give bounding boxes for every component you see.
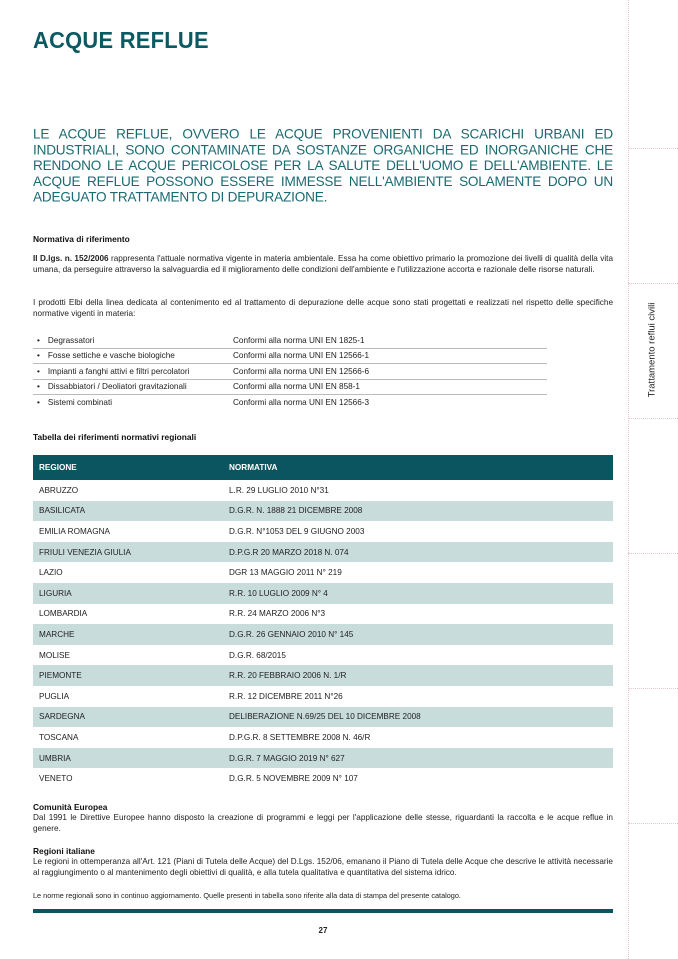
- product-name: • Fosse settiche e vasche biologiche: [33, 351, 233, 360]
- norm-cell: DGR 13 MAGGIO 2011 N° 219: [229, 568, 342, 578]
- region-cell: UMBRIA: [39, 753, 71, 763]
- table-row: [33, 645, 613, 666]
- table-row: [33, 686, 613, 707]
- norm-cell: R.R. 10 LUGLIO 2009 N° 4: [229, 588, 328, 598]
- it-text: Le regioni in ottemperanza all'Art. 121 (Piani di Tutela delle Acque) del D.Lgs. 152/06, emanano il Piano di Tutela delle Acque che descrive le attività necessarie al raggiungimento o al mantenimento degli obiettivi di qualità, e alla tutela qualitativa e quantitativa del sistema idrico.: [33, 857, 613, 877]
- side-tab-separator: [628, 823, 678, 824]
- region-cell: MARCHE: [39, 629, 75, 639]
- region-cell: FRIULI VENEZIA GIULIA: [39, 547, 131, 557]
- region-cell: BASILICATA: [39, 506, 86, 516]
- page-number: 27: [318, 926, 328, 935]
- side-tab-separator: [628, 418, 678, 419]
- region-cell: EMILIA ROMAGNA: [39, 526, 110, 536]
- normativa-text: rappresenta l'attuale normativa vigente in materia ambientale. Essa ha come obiettivo primario la promozione dei livelli di qualità della vita umana, da perseguire attraverso la salvaguardia ed il miglioramento delle condizioni dell'ambiente e l'utilizzazione accorta e razionale delle risorse naturali.: [33, 254, 614, 274]
- law-reference: Il D.lgs. n. 152/2006: [33, 254, 109, 263]
- footnote: Le norme regionali sono in continuo aggiornamento. Quelle presenti in tabella sono riferite alla data di stampa del presente catalogo.: [33, 891, 461, 900]
- product-norm-row: [33, 349, 547, 365]
- column-header-normativa: NORMATIVA: [229, 463, 278, 472]
- intro-text: LE ACQUE REFLUE, OVVERO LE ACQUE PROVENIENTI DA SCARICHI URBANI ED INDUSTRIALI, SONO CONTAMINATE DA SOSTANZE ORGANICHE ED INORGANICHE CHE RENDONO LE ACQUE PERICOLOSE PER LA SALUTE DELL'UOMO E DELL'AMBIENTE. LE ACQUE REFLUE POSSONO ESSERE IMMESSE NELL'AMBIENTE SOLAMENTE DOPO UN ADEGUATO TRATTAMENTO DI DEPURAZIONE.: [33, 126, 613, 205]
- region-cell: MOLISE: [39, 650, 70, 660]
- product-name: • Dissabbiatori / Deoliatori gravitazionali: [33, 382, 233, 391]
- norm-cell: D.G.R. 26 GENNAIO 2010 N° 145: [229, 629, 354, 639]
- column-header-regione: REGIONE: [39, 463, 77, 472]
- it-heading: Regioni italiane: [33, 846, 95, 856]
- regional-norms-table: [33, 455, 613, 789]
- product-name: • Sistemi combinati: [33, 398, 233, 407]
- table-row: [33, 583, 613, 604]
- norm-cell: D.G.R. 68/2015: [229, 650, 286, 660]
- side-tab-label: Trattamento reflui civili: [646, 302, 658, 398]
- table-row: [33, 748, 613, 769]
- product-name: • Impianti a fanghi attivi e filtri percolatori: [33, 367, 233, 376]
- table-row: [33, 707, 613, 728]
- table-row: [33, 604, 613, 625]
- footer-bar: [33, 909, 613, 913]
- product-name: • Degrassatori: [33, 336, 233, 345]
- norm-cell: D.P.G.R. 8 SETTEMBRE 2008 N. 46/R: [229, 732, 371, 742]
- product-norm-row: [33, 380, 547, 396]
- side-tab-separator: [628, 553, 678, 554]
- table-row: [33, 768, 613, 789]
- page-title: ACQUE REFLUE: [33, 27, 209, 53]
- normativa-paragraph-2: I prodotti Elbi della linea dedicata al contenimento ed al trattamento di depurazione delle acque sono stati progettati e realizzati nel rispetto delle specifiche normative vigenti in materia:: [33, 298, 613, 318]
- product-norm: Conformi alla norma UNI EN 858-1: [233, 382, 360, 392]
- norm-cell: R.R. 20 FEBBRAIO 2006 N. 1/R: [229, 671, 347, 681]
- normativa-paragraph-1: [33, 254, 613, 275]
- norm-cell: R.R. 12 DICEMBRE 2011 N°26: [229, 691, 343, 701]
- table-row: [33, 727, 613, 748]
- product-norm-row: [33, 395, 547, 411]
- norm-cell: D.G.R. 5 NOVEMBRE 2009 N° 107: [229, 774, 358, 784]
- product-norms-list: [33, 333, 547, 411]
- norm-cell: DELIBERAZIONE N.69/25 DEL 10 DICEMBRE 2008: [229, 712, 421, 722]
- product-norm: Conformi alla norma UNI EN 1825-1: [233, 335, 365, 345]
- side-tab-separator: [628, 148, 678, 149]
- product-norm: Conformi alla norma UNI EN 12566-3: [233, 398, 370, 408]
- norm-cell: D.G.R. 7 MAGGIO 2019 N° 627: [229, 753, 345, 763]
- region-cell: PUGLIA: [39, 691, 70, 701]
- region-cell: SARDEGNA: [39, 712, 85, 722]
- region-cell: VENETO: [39, 774, 73, 784]
- product-norm-row: [33, 364, 547, 380]
- eu-heading: Comunità Europea: [33, 802, 108, 812]
- norm-cell: R.R. 24 MARZO 2006 N°3: [229, 609, 326, 619]
- norm-cell: D.P.G.R 20 MARZO 2018 N. 074: [229, 547, 349, 557]
- region-cell: LIGURIA: [39, 588, 72, 598]
- side-tab-separator: [628, 688, 678, 689]
- table-header: [33, 455, 613, 480]
- normativa-heading: Normativa di riferimento: [33, 234, 130, 244]
- region-cell: ABRUZZO: [39, 485, 79, 495]
- table-row: [33, 501, 613, 522]
- table-row: [33, 665, 613, 686]
- norm-cell: D.G.R. N°1053 DEL 9 GIUGNO 2003: [229, 526, 365, 536]
- table-row: [33, 542, 613, 563]
- norm-cell: D.G.R. N. 1888 21 DICEMBRE 2008: [229, 506, 363, 516]
- table-row: [33, 562, 613, 583]
- table-row: [33, 480, 613, 501]
- product-norm: Conformi alla norma UNI EN 12566-1: [233, 351, 370, 361]
- norm-cell: L.R. 29 LUGLIO 2010 N°31: [229, 485, 329, 495]
- region-cell: PIEMONTE: [39, 671, 82, 681]
- region-cell: LOMBARDIA: [39, 609, 88, 619]
- table-heading: Tabella dei riferimenti normativi regionali: [33, 432, 197, 442]
- side-tab-separator: [628, 283, 678, 284]
- product-norm: Conformi alla norma UNI EN 12566-6: [233, 366, 370, 376]
- eu-text: Dal 1991 le Direttive Europee hanno disposto la creazione di programmi e leggi per l'applicazione delle stesse, riguardanti la raccolta e le acque reflue in genere.: [33, 813, 613, 833]
- region-cell: LAZIO: [39, 568, 63, 578]
- table-row: [33, 521, 613, 542]
- product-norm-row: [33, 333, 547, 349]
- region-cell: TOSCANA: [39, 732, 79, 742]
- table-row: [33, 624, 613, 645]
- side-tab-divider: [628, 0, 629, 959]
